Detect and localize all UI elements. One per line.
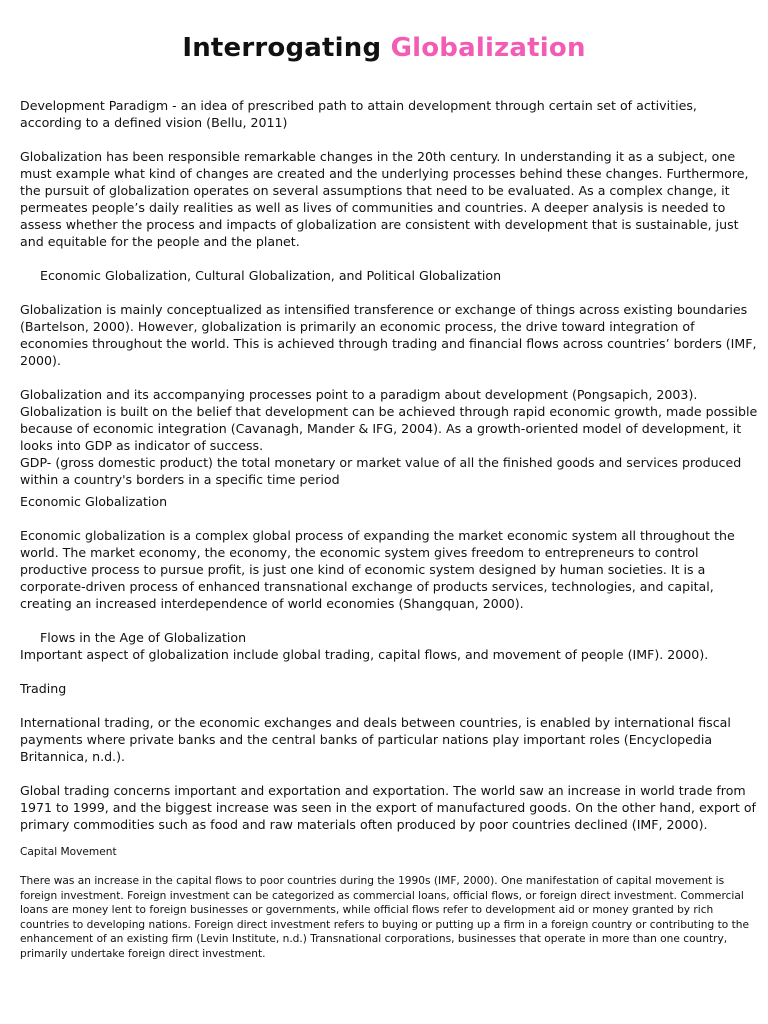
paragraph-globalization-intro: Globalization has been responsible remarkable changes in the 20th century. In understanding it as a subject, one must example what kind of changes are created and the underlying processes behind these changes. Furthermore, the pursuit of globalization operates on several assumptions that need to be evaluated. As a complex change, it permeates people’s daily realities as well as lives of communities and countries. A deeper analysis is needed to assess whether the process and impacts of globalization are consistent with development that is sustainable, just and equitable for the people and the planet. [20,149,749,249]
document-body [20,97,762,833]
heading-economic-globalization: Economic Globalization [20,494,168,509]
title-main: Interrogating [182,33,391,63]
paragraph-development-paradigm-gdp: Globalization and its accompanying processes point to a paradigm about development (Pongsapich, 2003). Globalization is built on the belief that development can be achieved through rapid economic growth, made possible because of economic integration (Cavanagh, Mander & IFG, 2004). As a growth-oriented model of development, it looks into GDP as indicator of success. [20,387,758,453]
paragraph-development-paradigm: Development Paradigm - an idea of prescribed path to attain development through certain set of activities, according to a defined vision (Bellu, 2011) [20,98,697,130]
paragraph-globalization-concept: Globalization is mainly conceptualized as intensified transference or exchange of things across existing boundaries (Bartelson, 2000). However, globalization is primarily an economic process, the drive toward integration of economies throughout the world. This is achieved through trading and financial flows across countries’ borders (IMF, 2000). [20,302,757,368]
paragraph-economic-globalization: Economic globalization is a complex global process of expanding the market economic system all throughout the world. The market economy, the economy, the economic system gives freedom to entrepreneurs to control productive process to pursue profit, is just one kind of economic system designed by human societies. It is a corporate-driven process of enhanced transnational exchange of products services, technologies, and capital, creating an increased interdependence of world economies (Shangquan, 2000). [20,528,735,611]
heading-capital-movement: Capital Movement [20,846,117,858]
paragraph-gdp-definition: GDP- (gross domestic product) the total monetary or market value of all the finished goods and services produced within a country's borders in a specific time period [20,455,742,487]
paragraph-capital-movement: There was an increase in the capital flows to poor countries during the 1990s (IMF, 2000). One manifestation of capital movement is foreign investment. Foreign investment can be categorized as commercial loans, official flows, or foreign direct investment. Commercial loans are money lent to foreign businesses or governments, while official flows refer to development aid or money granted by rich countries to developing nations. Foreign direct investment refers to buying or putting up a firm in a foreign country or contributing to the enhancement of an existing firm (Levin Institute, n.d.) Transnational corporations, businesses that operate in more than one country, primarily undertake foreign direct investment. [20,875,749,960]
heading-flows: Flows in the Age of Globalization [40,630,247,645]
paragraph-international-trading: International trading, or the economic exchanges and deals between countries, is enabled by international fiscal payments where private banks and the central banks of particular nations play important roles (Encyclopedia Britannica, n.d.). [20,715,731,764]
paragraph-flows: Important aspect of globalization include global trading, capital flows, and movement of people (IMF). 2000). [20,647,709,662]
title-accent: Globalization [390,33,586,63]
page-title [0,30,768,66]
heading-globalization-types: Economic Globalization, Cultural Globalization, and Political Globalization [40,268,502,283]
paragraph-global-trading: Global trading concerns important and exportation and exportation. The world saw an increase in world trade from 1971 to 1999, and the biggest increase was seen in the export of manufactured goods. On the other hand, export of primary commodities such as food and raw materials often produced by poor countries declined (IMF, 2000). [20,783,756,832]
heading-trading: Trading [20,681,67,696]
